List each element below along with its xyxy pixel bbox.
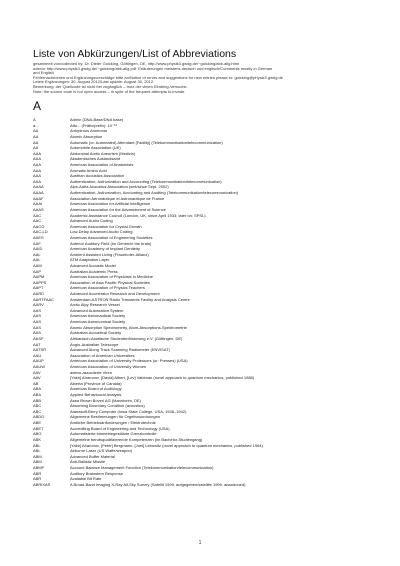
abbreviation-definition: Association Aéronautique et Astronautique de France [70, 195, 165, 201]
abbreviation-definition: American Academy of Implant Dentistry [70, 246, 141, 252]
abbreviation-definition: Australian Academic Press [70, 268, 118, 274]
abbreviation-definition: Allgemeine berufsqualifizierende Kompetenzen (im Bachelor-Studiengang) [70, 436, 203, 442]
abbreviation-definition: American Board of Audiology [70, 386, 122, 392]
abbreviation: AAF [33, 240, 41, 246]
abbreviation: ABA [33, 386, 42, 392]
abbreviation-definition: Alps-Adria Acoustics Association (seit/since Sept. 2002) [70, 184, 169, 190]
abbreviation: ABM [33, 453, 42, 459]
abbreviation-definition: Alberta (Province of Canada) [70, 380, 122, 386]
abbreviation: AAUP [33, 358, 44, 364]
abbreviation: AAT [33, 341, 41, 347]
abbreviation: ABR [33, 476, 42, 482]
abbreviation: ABL [33, 442, 41, 448]
abbreviation-definition: Atomic Absorption [70, 133, 103, 139]
abbreviation: AAV [33, 369, 41, 375]
abbreviation-definition: Advanced Buffer Material [70, 453, 115, 459]
abbreviation-definition: American Association of Physics Teachers [70, 285, 145, 291]
section-heading: A [33, 99, 42, 114]
abbreviation-definition: Academic Assistance Council (London, UK, since April 1933; later on: SPSL) [70, 212, 206, 218]
abbreviation-definition: Allgemeine Bestimmungen für Orgelbauordnungen [70, 414, 161, 420]
abbreviation-definition: American Association of University Professors (or: Presses) (USA) [70, 358, 188, 364]
abbreviation: AAS [33, 324, 42, 330]
abbreviation-definition: Afrikanisch-Asiatische Studentenförderung e.V. (Göttingen, DE) [70, 335, 183, 341]
abbreviation-definition: Anhydrous Ammonia [70, 128, 107, 134]
abbreviation: AAA [33, 162, 42, 168]
meta-line: Letzte Ergänzungen: 30. August 2012/Last update: August 30, 2012. [33, 80, 155, 85]
abbreviation-definition: Amtliche Betriebsanforderungen / Elektrotechnik [70, 420, 156, 426]
abbreviation-definition: Low-Delay Advanced Audio Coding [70, 229, 133, 235]
abbreviation-definition: Abdominal Aortic Aneurism (Medizin) [70, 150, 136, 156]
abbreviation: ABR [33, 470, 42, 476]
abbreviation-definition: American Association of Anatomists [70, 162, 134, 168]
abbreviation-definition: [Yakir] Aharonov, [Peter] Bergmann, [Joel] Lebowitz (novel approach to quantum mechanics, published 1964) [70, 442, 263, 448]
abbreviation: AAL [33, 257, 41, 263]
abbreviation-definition: American Association for Crystal Growth [70, 223, 142, 229]
abbreviation: AAES [33, 234, 44, 240]
abbreviation: AAID [33, 246, 43, 252]
abbreviation-definition: Anterior Auditory Field (im Gehirn/in the brain) [70, 240, 152, 246]
abbreviation-definition: Ambient Assisted Living (Fraunhofer-Allianz) [70, 251, 149, 257]
abbreviation: AAAF [33, 195, 44, 201]
abbreviation: AAC [33, 218, 42, 224]
abbreviation-definition: Association of American Universities [70, 352, 135, 358]
abbreviation: AAS [33, 319, 42, 325]
abbreviation-definition: Automatisierte biometriegestützte Grenzkontrolle [70, 431, 157, 437]
abbreviation-definition: Admin (DNA-Base/DNA base) [70, 117, 124, 123]
abbreviation-definition: Advanced Automation System [70, 307, 124, 313]
abbreviation: AAAI [33, 201, 43, 207]
abbreviation: A [33, 117, 36, 123]
abbreviation-definition: Account Balance Management Function (Telekommunikation/telecommunication) [70, 464, 214, 470]
abbreviation: ABDO [33, 414, 45, 420]
abbreviation: ABB [33, 397, 42, 403]
abbreviation: ABA [33, 392, 42, 398]
abbreviation-definition: Anglo-Australian Telescope [70, 341, 119, 347]
abbreviation-definition: Atanasoff-Berry Computer (Iowa State College, USA, 1938–1942) [70, 408, 187, 414]
abbreviation: AAU [33, 352, 42, 358]
abbreviation: ABC [33, 408, 42, 414]
abbreviation: AAAS [33, 206, 44, 212]
abbreviation: AAV [33, 375, 41, 381]
abbreviation-definition: Atto... (Präfix/prefix): 10⁻¹⁸ [70, 122, 118, 128]
abbreviation-definition: ATM Adaptation Layer [70, 257, 110, 263]
abbreviation: AAAA [33, 184, 44, 190]
abbreviation-definition: Austrian Acoustics Association [70, 173, 125, 179]
abbreviation-list [33, 117, 373, 487]
abbreviation-definition: American Astronautical Society [70, 313, 126, 319]
meta-line: oder/or http://www.physik3.gwdg.de/~guicking/abk-allg.pdf. Erläuterungen meistens deutsch und englisch/Comments mostly in German [33, 66, 273, 71]
abbreviation: AAA [33, 173, 42, 179]
abbreviation: ABG [33, 431, 42, 437]
abbreviation: AARD [33, 291, 45, 297]
abbreviation: AAS [33, 307, 42, 313]
abbreviation: AAA [33, 178, 42, 184]
abbreviation-definition: Authentication, Authorization, Accounting and Auditing (Telekommunikation/telecommunication) [70, 190, 239, 196]
abbreviation: AACG [33, 223, 45, 229]
abbreviation: AA [33, 128, 39, 134]
abbreviation: AAL [33, 251, 41, 257]
abbreviation-definition: Anti-Ballistic Missile [70, 459, 106, 465]
abbreviation: AAAA [33, 190, 44, 196]
abbreviation-definition: Australian Acoustical Society [70, 330, 122, 336]
abbreviation-definition: Applied Behavioural Analysis [70, 392, 122, 398]
document-page [33, 48, 373, 487]
abbreviation-definition: American Astronomical Society [70, 319, 126, 325]
meta-line: Fehlernachrichten und Ergänzungsvorschläge bitte an/Notice of errors and suggestions for new entries please to: guicking@physik3.gwdg.de [33, 75, 283, 80]
abbreviation-definition: [Yakir] Aharonov, [David] Albert, [Lev] Vaidman (novel approach to quantum mechanics, published 1988) [70, 375, 255, 381]
page-number: 1 [198, 540, 202, 546]
abbreviation-definition: Asea Brown Boveri AG (Mannheim, DE) [70, 397, 141, 403]
abbreviation: ABE [33, 420, 42, 426]
abbreviation-definition: Advanced Acoustic Model [70, 263, 116, 268]
list-item [33, 482, 373, 488]
abbreviation: AAA [33, 156, 42, 162]
abbreviation: AARV [33, 302, 44, 308]
abbreviation: AATSR [33, 347, 47, 353]
abbreviation: AAUW [33, 363, 45, 369]
abbreviation-definition: Automobile Association (UK) [70, 145, 121, 151]
abbreviation-definition: Airborne Laser (US Waffe/weapon) [70, 448, 133, 454]
abbreviation: AAC-LD [33, 229, 48, 235]
abbreviation: AAS [33, 330, 42, 336]
abbreviation: AASF [33, 335, 44, 341]
abbreviation: AAPM [33, 274, 45, 280]
abbreviation-definition: adeno-associierte Viren [70, 369, 112, 375]
abbreviation: ABL [33, 448, 41, 454]
abbreviation: AARTFAAC [33, 296, 55, 302]
abbreviation: AAA [33, 150, 42, 156]
abbreviation-definition: Aromatic Amino Acid [70, 167, 107, 173]
abbreviation: AAPPS [33, 279, 47, 285]
abbreviation-definition: American Association for the Advancement of Science [70, 206, 166, 212]
abbreviation: AAS [33, 313, 42, 319]
meta-line: Bemerkung: der Quellcode ist nicht frei zugänglich – trotz der vielen Eindring-Versuche. [33, 84, 188, 89]
abbreviation-definition: Automatic (or: Automated) Attendant [Facility] (Telekommunikation/telecommunication) [70, 139, 223, 145]
abbreviation-definition: Advanced Audio Coding [70, 218, 113, 224]
abbreviation-definition: American Association of University Women [70, 363, 147, 369]
abbreviation: ABM [33, 459, 42, 465]
abbreviation-definition: Atomic Absorption Spectrometry, Atom-Absorptions-Spektrometrie [70, 324, 187, 330]
abbreviation-definition: A Broad-Band Imaging X-Ray All-Sky Survey (Satellit 1999, aufgegeben/satellite 1999, abandoned) [70, 481, 246, 487]
abbreviation-definition: Arctic Alpy Research Vessel [70, 302, 120, 308]
abbreviation: ABET [33, 425, 44, 431]
meta-line: and English [33, 71, 54, 76]
abbreviation-definition: Absorbing Boundary Condition (acoustics) [70, 403, 145, 409]
abbreviation: AAA [33, 167, 42, 173]
meta-line: gesammelt von/collected by: Dr. Dieter Guicking, Göttingen, DE, http://www.physik3.gwdg.de/~guicking/abk-allg.html [33, 62, 239, 66]
abbreviation-definition: Advanced Accelerator Research and Development [70, 291, 160, 297]
abbreviation-definition: American Association of Engineering Societies [70, 234, 153, 240]
abbreviation: AAM [33, 263, 42, 268]
abbreviation: ABMF [33, 464, 45, 470]
abbreviation-definition: Available Bit Rate [70, 476, 102, 482]
abbreviation-definition: American Association for Artificial Intelligence [70, 201, 151, 207]
abbreviation-definition: Association of Asia Pacific Physical Societies [70, 279, 150, 285]
abbreviation-definition: American Association of Physicists in Medicine [70, 274, 153, 280]
abbreviation: AAC [33, 212, 42, 218]
abbreviation-definition: Authentication, Authorization and Accounting (Telekommunikation/telecommunication) [70, 178, 222, 184]
abbreviation-definition: Advanced Along Track Scanning Radiometer (ENVISAT) [70, 347, 170, 353]
abbreviation: AA [33, 145, 39, 151]
meta-line: Note: the source code is not open access – in spite of the frequent attempts to invade. [33, 89, 186, 94]
document-title: Liste von Abkürzungen/List of Abbreviations [33, 48, 237, 60]
abbreviation: ABK [33, 436, 42, 442]
abbreviation: AA [33, 139, 39, 145]
document-meta [33, 62, 373, 94]
abbreviation: AB [33, 380, 39, 386]
abbreviation-definition: Akademisches Auslandsamt [70, 156, 121, 162]
abbreviation: ABRIXAS [33, 481, 51, 487]
abbreviation-definition: Amsterdam-ASTRON Radio Transients Facility and Analysis Centre [70, 296, 190, 302]
abbreviation: AA [33, 133, 39, 139]
abbreviation: AAP [33, 268, 42, 274]
abbreviation: AAPT [33, 285, 44, 291]
abbreviation: a... [33, 122, 39, 128]
abbreviation-definition: Accrediting Board of Engineering and Technology (USA) [70, 425, 170, 431]
abbreviation: ABC [33, 403, 42, 409]
abbreviation-definition: Auditory Brainstem Response [70, 470, 123, 476]
